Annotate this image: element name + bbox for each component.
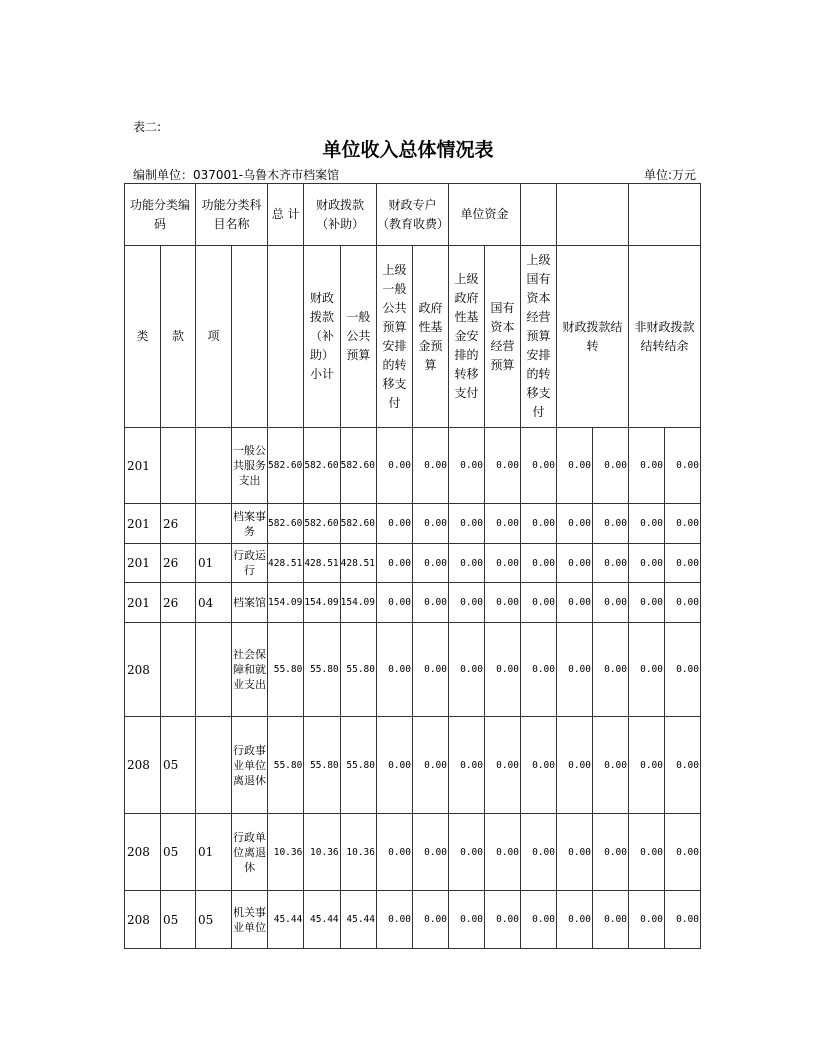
- header-kuan: 款: [161, 246, 196, 428]
- cell-name: 机关事业单位: [232, 891, 268, 949]
- header-blank: [628, 184, 700, 246]
- cell-value: 0.00: [592, 717, 628, 814]
- table-row: [125, 891, 701, 949]
- cell-value: 582.60: [340, 428, 376, 504]
- cell-name: 社会保障和就业支出: [232, 623, 268, 717]
- cell-value: 428.51: [340, 544, 376, 583]
- cell-lei: 201: [125, 583, 161, 623]
- header-upper-general: 上级一般公共预算安排的转移支付: [376, 246, 412, 428]
- cell-value: 0.00: [556, 891, 592, 949]
- cell-kuan: 05: [161, 717, 196, 814]
- cell-value: 0.00: [556, 428, 592, 504]
- cell-lei: 208: [125, 623, 161, 717]
- cell-value: 0.00: [592, 544, 628, 583]
- cell-value: 0.00: [556, 717, 592, 814]
- cell-value: 0.00: [448, 891, 484, 949]
- header-func-name: 功能分类科目名称: [196, 184, 268, 246]
- cell-value: 55.80: [268, 623, 304, 717]
- cell-value: 0.00: [592, 623, 628, 717]
- cell-lei: 208: [125, 814, 161, 891]
- cell-xiang: [196, 428, 232, 504]
- cell-value: 0.00: [412, 891, 448, 949]
- cell-value: 0.00: [484, 623, 520, 717]
- header-unit-fund: 单位资金: [448, 184, 520, 246]
- cell-value: 0.00: [664, 504, 700, 544]
- cell-value: 0.00: [448, 717, 484, 814]
- cell-kuan: 26: [161, 544, 196, 583]
- cell-value: 0.00: [448, 544, 484, 583]
- cell-value: 55.80: [304, 623, 340, 717]
- cell-value: 0.00: [448, 428, 484, 504]
- cell-value: 10.36: [268, 814, 304, 891]
- table-body: [125, 428, 701, 949]
- header-total: 总 计: [268, 184, 304, 246]
- table-row: [125, 428, 701, 504]
- header-fiscal: 财政拨款（补助）: [304, 184, 377, 246]
- cell-value: 428.51: [268, 544, 304, 583]
- cell-value: 0.00: [448, 583, 484, 623]
- cell-value: 0.00: [412, 717, 448, 814]
- cell-value: 0.00: [556, 814, 592, 891]
- cell-xiang: [196, 623, 232, 717]
- cell-value: 0.00: [376, 891, 412, 949]
- cell-value: 0.00: [484, 583, 520, 623]
- cell-value: 0.00: [448, 504, 484, 544]
- header-gov-fund: 政府性基金预算: [412, 246, 448, 428]
- cell-xiang: 05: [196, 891, 232, 949]
- cell-value: 45.44: [340, 891, 376, 949]
- cell-value: 0.00: [520, 583, 556, 623]
- header-upper-state-capital: 上级国有资本经营预算安排的转移支付: [520, 246, 556, 428]
- cell-value: 0.00: [484, 717, 520, 814]
- cell-value: 55.80: [304, 717, 340, 814]
- cell-value: 0.00: [376, 623, 412, 717]
- cell-value: 0.00: [556, 544, 592, 583]
- table-label: 表二:: [133, 120, 162, 134]
- cell-value: 0.00: [484, 814, 520, 891]
- cell-value: 0.00: [412, 544, 448, 583]
- cell-value: 0.00: [592, 814, 628, 891]
- cell-value: 0.00: [412, 428, 448, 504]
- header-total-blank: [268, 246, 304, 428]
- cell-value: 0.00: [664, 544, 700, 583]
- header-func-code: 功能分类编码: [125, 184, 196, 246]
- cell-value: 0.00: [628, 717, 664, 814]
- cell-value: 0.00: [592, 891, 628, 949]
- cell-value: 0.00: [376, 814, 412, 891]
- cell-xiang: [196, 504, 232, 544]
- cell-value: 0.00: [376, 717, 412, 814]
- cell-value: 0.00: [628, 891, 664, 949]
- cell-lei: 201: [125, 544, 161, 583]
- cell-value: 0.00: [484, 504, 520, 544]
- cell-value: 0.00: [412, 623, 448, 717]
- header-lei: 类: [125, 246, 161, 428]
- cell-value: 10.36: [304, 814, 340, 891]
- cell-value: 0.00: [628, 428, 664, 504]
- cell-value: 55.80: [340, 717, 376, 814]
- cell-name: 档案事务: [232, 504, 268, 544]
- header-special: 财政专户（教育收费）: [376, 184, 448, 246]
- prepared-unit: 编制单位：037001-乌鲁木齐市档案馆: [133, 168, 340, 182]
- cell-value: 0.00: [520, 717, 556, 814]
- table-row: [125, 623, 701, 717]
- cell-value: 0.00: [664, 583, 700, 623]
- table-row: [125, 583, 701, 623]
- cell-value: 55.80: [268, 717, 304, 814]
- cell-value: 0.00: [628, 504, 664, 544]
- cell-lei: 201: [125, 428, 161, 504]
- cell-value: 0.00: [592, 583, 628, 623]
- cell-value: 0.00: [592, 428, 628, 504]
- cell-value: 0.00: [556, 504, 592, 544]
- cell-value: 0.00: [556, 623, 592, 717]
- cell-value: 0.00: [628, 583, 664, 623]
- cell-value: 0.00: [448, 623, 484, 717]
- header-xiang: 项: [196, 246, 232, 428]
- cell-lei: 208: [125, 717, 161, 814]
- header-fiscal-carry: 财政拨款结转: [556, 246, 628, 428]
- header-nonfiscal-carry: 非财政拨款结转结余: [628, 246, 700, 428]
- cell-lei: 201: [125, 504, 161, 544]
- cell-value: 582.60: [268, 504, 304, 544]
- cell-value: 154.09: [268, 583, 304, 623]
- header-name-blank: [232, 246, 268, 428]
- cell-value: 0.00: [664, 814, 700, 891]
- cell-value: 55.80: [340, 623, 376, 717]
- cell-value: 10.36: [340, 814, 376, 891]
- header-blank: [520, 184, 556, 246]
- cell-kuan: 05: [161, 814, 196, 891]
- cell-value: 582.60: [268, 428, 304, 504]
- cell-kuan: [161, 623, 196, 717]
- measure-unit: 单位:万元: [643, 168, 696, 182]
- cell-xiang: 01: [196, 544, 232, 583]
- table-row: [125, 717, 701, 814]
- cell-name: 一般公共服务支出: [232, 428, 268, 504]
- cell-xiang: 01: [196, 814, 232, 891]
- cell-value: 582.60: [304, 504, 340, 544]
- cell-value: 0.00: [376, 583, 412, 623]
- cell-value: 0.00: [664, 428, 700, 504]
- page-title: 单位收入总体情况表: [322, 139, 494, 161]
- cell-value: 0.00: [520, 544, 556, 583]
- income-table: [124, 183, 701, 949]
- cell-value: 0.00: [628, 623, 664, 717]
- cell-value: 0.00: [628, 814, 664, 891]
- cell-value: 0.00: [520, 428, 556, 504]
- table-row: [125, 504, 701, 544]
- cell-value: 45.44: [304, 891, 340, 949]
- header-fiscal-subtotal: 财政拨款（补助）小计: [304, 246, 340, 428]
- cell-value: 0.00: [520, 504, 556, 544]
- cell-kuan: 05: [161, 891, 196, 949]
- cell-value: 582.60: [340, 504, 376, 544]
- cell-xiang: [196, 717, 232, 814]
- cell-value: 0.00: [412, 583, 448, 623]
- cell-value: 0.00: [376, 504, 412, 544]
- cell-value: 0.00: [664, 623, 700, 717]
- cell-value: 0.00: [376, 428, 412, 504]
- table-row: [125, 544, 701, 583]
- cell-lei: 208: [125, 891, 161, 949]
- header-state-capital: 国有资本经营预算: [484, 246, 520, 428]
- cell-value: 0.00: [376, 544, 412, 583]
- header-upper-gov-fund: 上级政府性基金安排的转移支付: [448, 246, 484, 428]
- cell-value: 0.00: [664, 891, 700, 949]
- cell-value: 0.00: [664, 717, 700, 814]
- cell-value: 582.60: [304, 428, 340, 504]
- cell-xiang: 04: [196, 583, 232, 623]
- cell-value: 0.00: [484, 544, 520, 583]
- cell-value: 0.00: [412, 504, 448, 544]
- header-general-budget: 一般公共预算: [340, 246, 376, 428]
- cell-value: 0.00: [520, 623, 556, 717]
- cell-name: 行政运行: [232, 544, 268, 583]
- cell-value: 154.09: [304, 583, 340, 623]
- cell-value: 0.00: [412, 814, 448, 891]
- header-blank: [556, 184, 628, 246]
- cell-value: 0.00: [448, 814, 484, 891]
- cell-value: 0.00: [520, 814, 556, 891]
- cell-value: 0.00: [628, 544, 664, 583]
- cell-kuan: [161, 428, 196, 504]
- cell-kuan: 26: [161, 504, 196, 544]
- cell-name: 行政事业单位离退休: [232, 717, 268, 814]
- cell-kuan: 26: [161, 583, 196, 623]
- cell-name: 行政单位离退休: [232, 814, 268, 891]
- cell-value: 0.00: [484, 428, 520, 504]
- cell-value: 154.09: [340, 583, 376, 623]
- cell-value: 0.00: [484, 891, 520, 949]
- cell-value: 45.44: [268, 891, 304, 949]
- cell-name: 档案馆: [232, 583, 268, 623]
- cell-value: 0.00: [592, 504, 628, 544]
- cell-value: 0.00: [520, 891, 556, 949]
- cell-value: 0.00: [556, 583, 592, 623]
- cell-value: 428.51: [304, 544, 340, 583]
- table-row: [125, 814, 701, 891]
